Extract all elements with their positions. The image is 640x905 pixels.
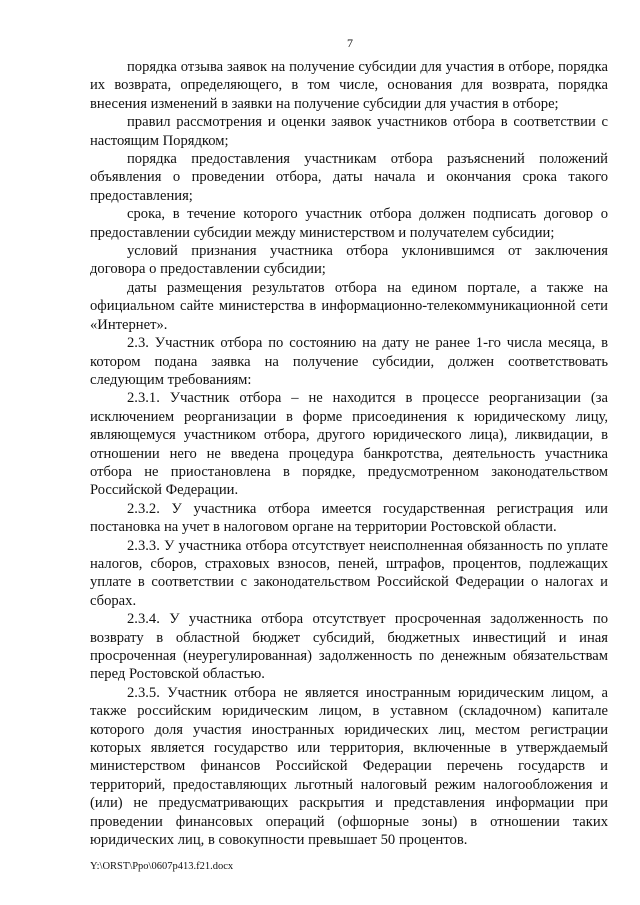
footer-file-path: Y:\ORST\Ppo\0607p413.f21.docx [90,861,234,872]
paragraph: 2.3.5. Участник отбора не является иностранным юридическим лицом, а также российским юридическим лицом, в уставном (складочном) капитале которого доля участия иностранных юридических лиц, местом регистрации которых является государство или территория, включенные в утверждаемый министерством финансов Российской Федерации перечень государств и территорий, предоставляющих льготный налоговый режим налогообложения и (или) не предусматривающих раскрытия и представления информации при проведении финансовых операций (офшорные зоны) в отношении таких юридических лиц, в совокупности превышает 50 процентов. [90,684,608,849]
paragraph: 2.3.4. У участника отбора отсутствует просроченная задолженность по возврату в областной бюджет субсидий, бюджетных инвестиций и иная просроченная (неурегулированная) задолженность по денежным обязательствам перед Ростовской областью. [90,611,608,683]
paragraph: 2.3.1. Участник отбора – не находится в процессе реорганизации (за исключением реорганизации в форме присоединения к юридическому лицу, являющемуся участником отбора, другого юридического лица), ликвидации, в отношении него не введена процедура банкротства, деятельность участника отбора не приостановлена в порядке, предусмотренном законодательством Российской Федерации. [90,390,608,499]
paragraph: срока, в течение которого участник отбора должен подписать договор о предоставлении субсидии между министерством и получателем субсидии; [90,206,608,241]
paragraph: правил рассмотрения и оценки заявок участников отбора в соответствии с настоящим Порядком; [90,114,608,149]
paragraph: порядка отзыва заявок на получение субсидии для участия в отборе, порядка их возврата, определяющего, в том числе, основания для возврата, порядка внесения изменений в заявки на получение субсидии для участия в отборе; [90,59,608,112]
paragraph: порядка предоставления участникам отбора разъяснений положений объявления о проведении отбора, даты начала и окончания срока такого предоставления; [90,151,608,204]
page-number: 7 [347,36,353,50]
paragraph: 2.3.2. У участника отбора имеется государственная регистрация или постановка на учет в налоговом органе на территории Ростовской области. [90,500,608,536]
paragraph: даты размещения результатов отбора на едином портале, а также на официальном сайте министерства в информационно-телекоммуникационной сети «Интернет». [90,279,608,333]
paragraph: 2.3.3. У участника отбора отсутствует неисполненная обязанность по уплате налогов, сборов, страховых взносов, пеней, штрафов, процентов, подлежащих уплате в соответствии с законодательством Российской Федерации о налогах и сборах. [90,537,608,609]
document-body [90,58,608,849]
paragraph: условий признания участника отбора уклонившимся от заключения договора о предоставлении субсидии; [90,243,608,278]
paragraph: 2.3. Участник отбора по состоянию на дату не ранее 1-го числа месяца, в котором подана заявка на получение субсидии, должен соответствовать следующим требованиям: [90,335,608,388]
